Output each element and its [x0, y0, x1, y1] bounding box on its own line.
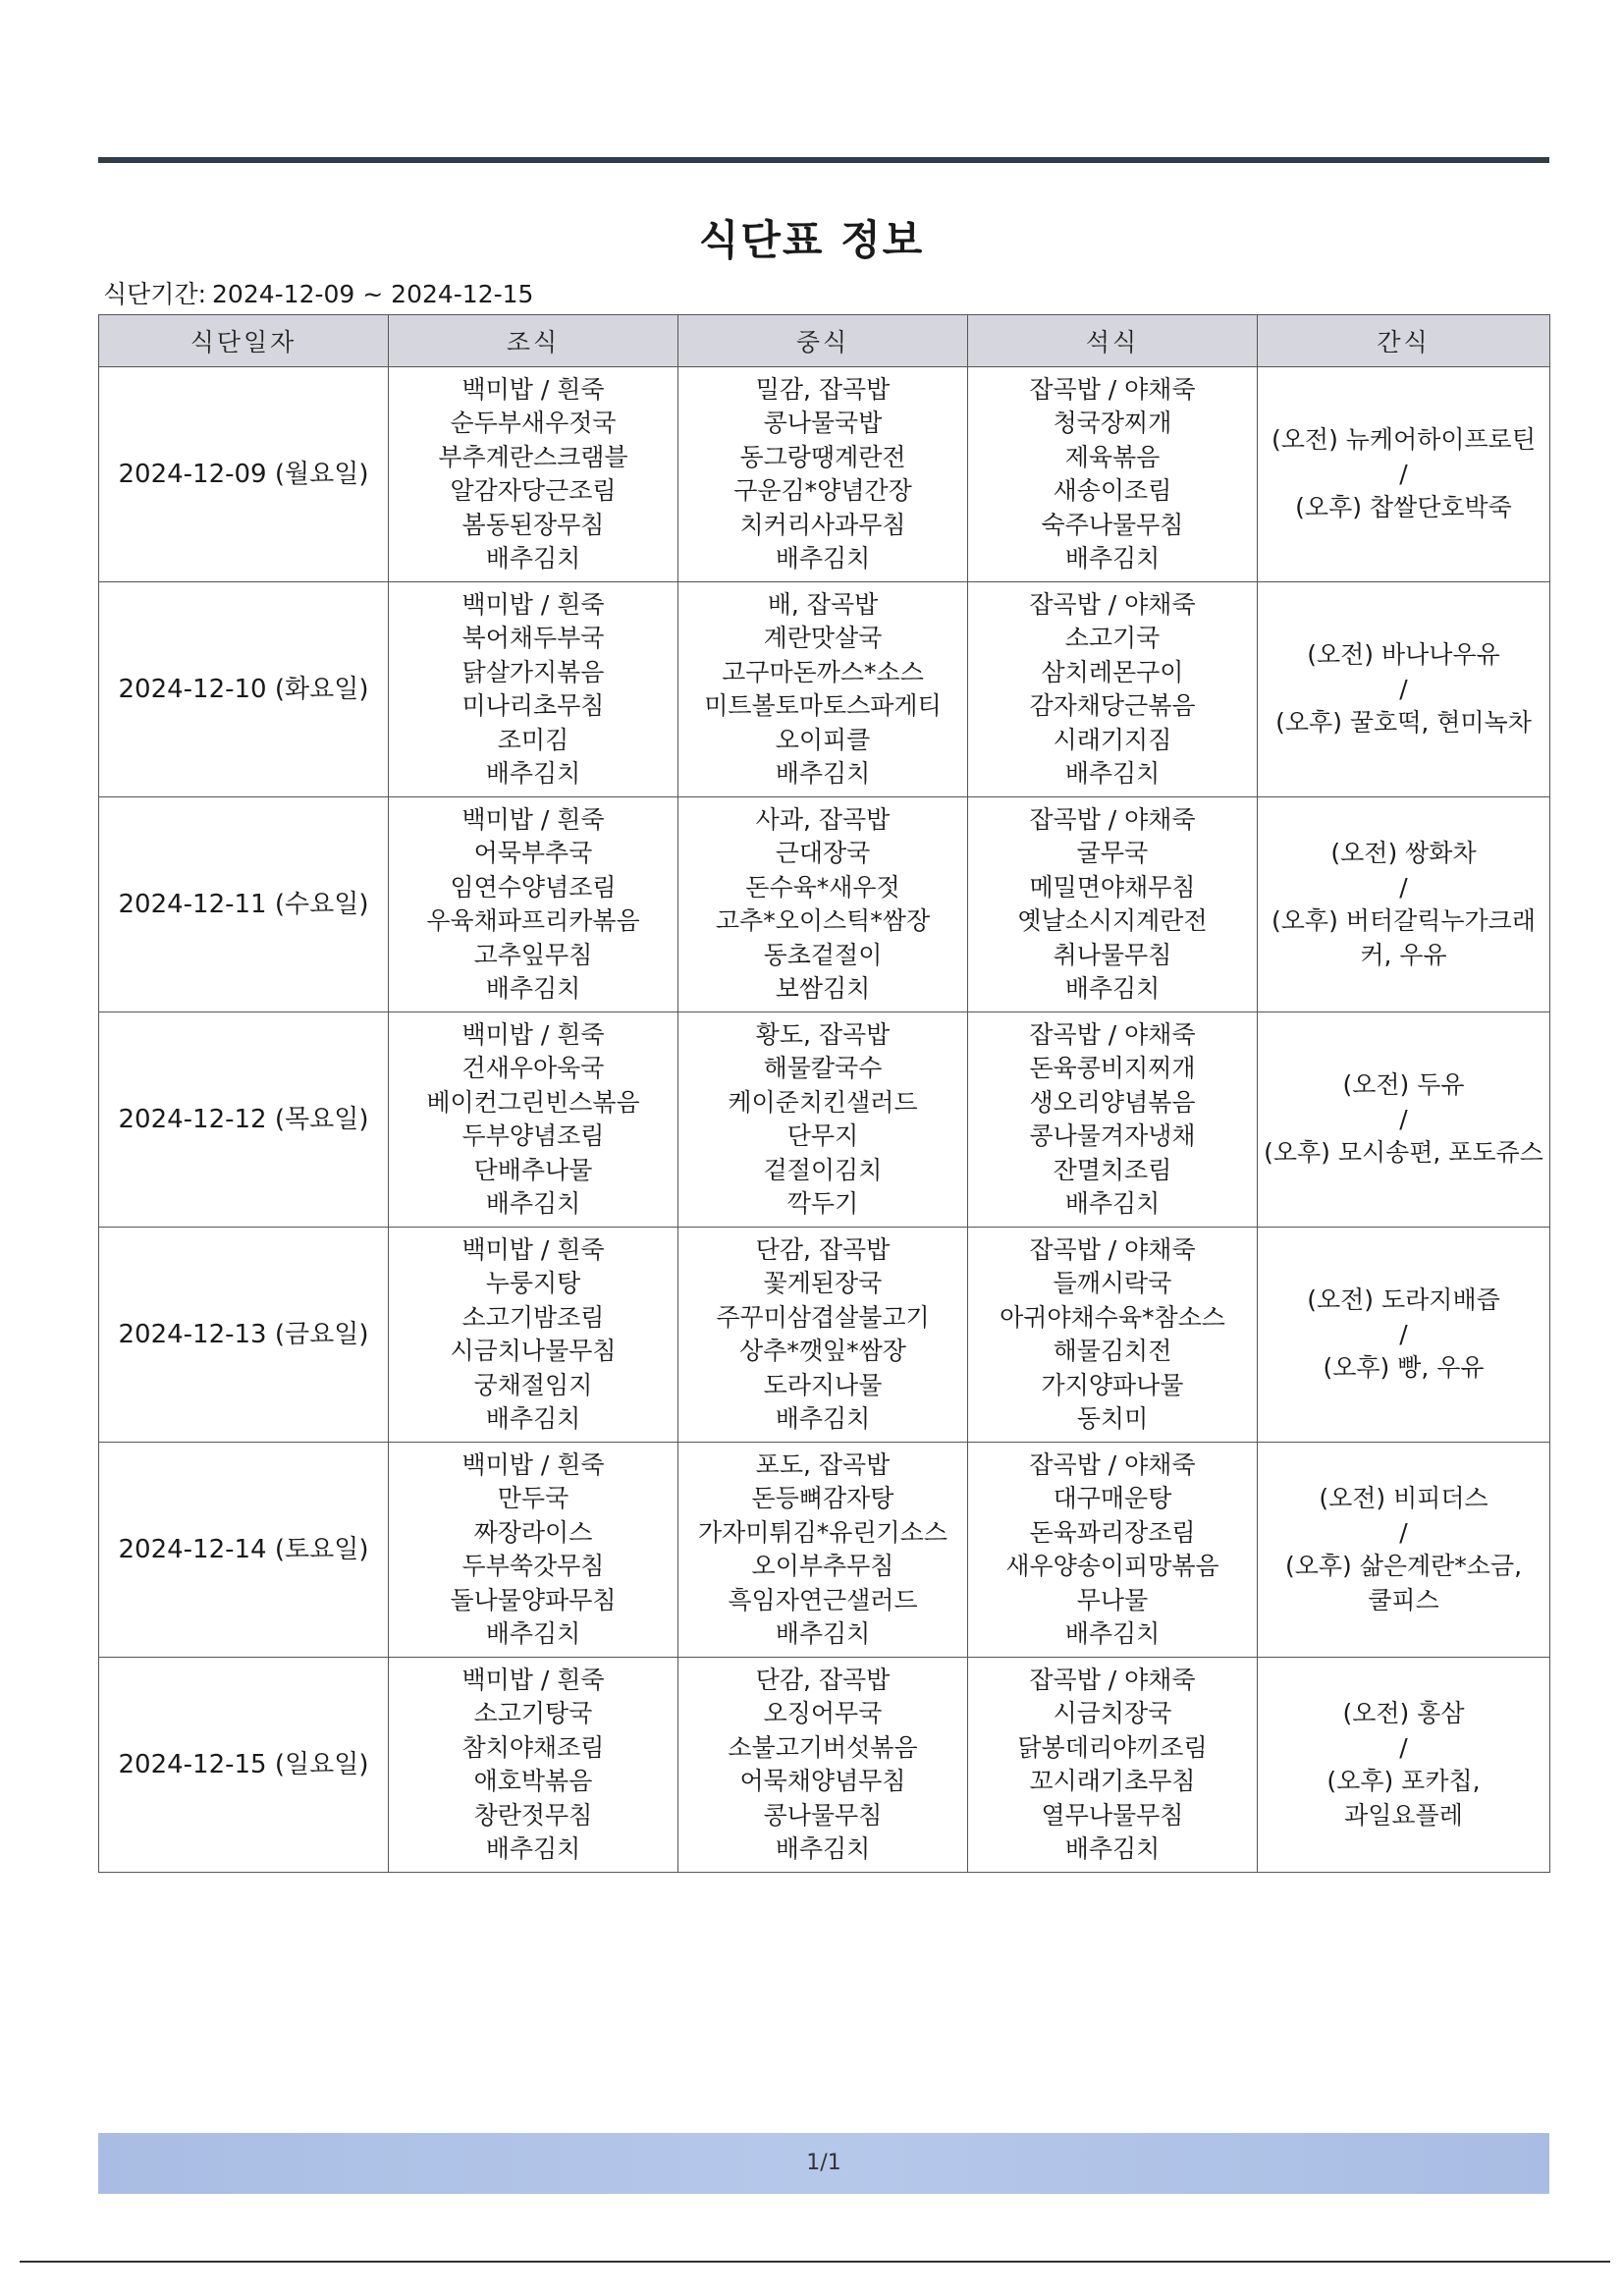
menu-item: 돌나물양파무침: [450, 1585, 617, 1614]
menu-item: 깍두기: [786, 1189, 859, 1218]
dinner-cell: [968, 582, 1258, 797]
menu-item: 꽃게된장국: [763, 1269, 883, 1297]
menu-item: 구운김*양념간장: [733, 476, 912, 505]
menu-item: 꼬시래기초무침: [1029, 1767, 1196, 1795]
table-row: [99, 1228, 1550, 1443]
menu-item: 창란젓무침: [473, 1800, 593, 1830]
lunch-cell: [678, 1012, 968, 1228]
menu-item: 가자미튀김*유린기소스: [697, 1517, 947, 1547]
menu-item: 무나물: [1076, 1585, 1149, 1614]
menu-item: 소고기탕국: [473, 1699, 593, 1727]
menu-item: 주꾸미삼겹살불고기: [716, 1302, 930, 1332]
menu-item: 돈수육*새우젓: [745, 872, 900, 902]
snack-item: 쿨피스: [1368, 1585, 1439, 1614]
menu-item: 백미밥 / 흰죽: [461, 1449, 605, 1479]
menu-item: 포도, 잡곡밥: [755, 1449, 891, 1479]
lunch-cell: [678, 797, 968, 1012]
menu-item: 대구매운탕: [1053, 1484, 1172, 1512]
breakfast-cell: [389, 1228, 678, 1443]
menu-item: 굴무국: [1076, 839, 1149, 867]
menu-item: 동초겉절이: [763, 940, 883, 969]
snack-item: (오전) 두유: [1342, 1070, 1465, 1100]
menu-item: 해물김치전: [1053, 1337, 1172, 1365]
date-cell: 2024-12-15 (일요일): [99, 1658, 389, 1873]
menu-item: 들깨시락국: [1053, 1269, 1172, 1297]
menu-item: 소고기국: [1064, 624, 1161, 652]
menu-item: 상추*깻잎*쌈장: [739, 1337, 906, 1365]
menu-item: 취나물무침: [1053, 940, 1172, 969]
breakfast-cell: [389, 1658, 678, 1873]
snack-cell: [1258, 1228, 1550, 1443]
menu-item: 만두국: [497, 1484, 569, 1512]
header-snack: 간식: [1258, 315, 1550, 367]
menu-item: 배추김치: [1064, 1619, 1161, 1648]
header-lunch: 중식: [678, 315, 968, 367]
menu-item: 돈육콩비지찌개: [1029, 1054, 1196, 1082]
menu-item: 잡곡밥 / 야채죽: [1029, 1665, 1196, 1694]
menu-item: 옛날소시지계란전: [1017, 906, 1208, 935]
page-title: 식단표 정보: [698, 216, 925, 264]
snack-cell: [1258, 797, 1550, 1012]
menu-item: 참치야채조림: [461, 1732, 605, 1762]
menu-item: 어묵채양념무침: [739, 1767, 906, 1795]
menu-item: 잔멸치조림: [1053, 1155, 1172, 1184]
menu-item: 백미밥 / 흰죽: [461, 1234, 605, 1264]
menu-item: 배추김치: [775, 1404, 871, 1433]
table-header-row: [99, 315, 1550, 367]
menu-item: 열무나물무침: [1041, 1800, 1184, 1830]
bottom-rule: [20, 2261, 1610, 2263]
menu-item: 콩나물무침: [763, 1800, 883, 1830]
menu-item: 부추계란스크램블: [438, 442, 628, 471]
snack-item: (오전) 비피더스: [1319, 1484, 1488, 1512]
menu-item: 짜장라이스: [473, 1517, 593, 1547]
snack-item: /: [1399, 1517, 1408, 1547]
menu-item: 두부쑥갓무침: [461, 1552, 605, 1580]
menu-item: 사과, 잡곡밥: [755, 804, 891, 834]
menu-item: 단감, 잡곡밥: [755, 1234, 891, 1264]
date-cell: 2024-12-12 (목요일): [99, 1012, 389, 1228]
header-date: 식단일자: [99, 315, 389, 367]
menu-item: 배추김치: [485, 1189, 581, 1218]
table-body: [99, 367, 1550, 1873]
menu-item: 잡곡밥 / 야채죽: [1029, 1449, 1196, 1479]
menu-item: 도라지나물: [763, 1370, 883, 1399]
snack-item: /: [1399, 1732, 1408, 1762]
menu-item: 배추김치: [1064, 974, 1161, 1003]
dinner-cell: [968, 797, 1258, 1012]
menu-item: 아귀야채수육*참소스: [1000, 1302, 1225, 1332]
menu-item: 백미밥 / 흰죽: [461, 1019, 605, 1049]
menu-item: 배추김치: [485, 1834, 581, 1863]
dinner-cell: [968, 1228, 1258, 1443]
snack-item: /: [1399, 872, 1408, 902]
menu-item: 해물칼국수: [763, 1054, 883, 1082]
menu-item: 봄동된장무침: [461, 510, 605, 539]
menu-item: 배추김치: [775, 1834, 871, 1863]
menu-item: 배, 잡곡밥: [767, 589, 879, 619]
table-row: [99, 582, 1550, 797]
snack-item: /: [1399, 459, 1408, 488]
dinner-cell: [968, 367, 1258, 582]
menu-item: 황도, 잡곡밥: [755, 1019, 891, 1049]
snack-item: /: [1399, 1319, 1408, 1348]
menu-item: 소불고기버섯볶음: [728, 1732, 918, 1762]
snack-item: (오전) 뉴케어하이프로틴: [1271, 425, 1536, 455]
menu-item: 잡곡밥 / 야채죽: [1029, 589, 1196, 619]
footer-bar: [98, 2133, 1549, 2194]
menu-item: 오이피클: [775, 725, 871, 754]
snack-item: (오후) 포카칩,: [1326, 1767, 1481, 1795]
table-row: [99, 797, 1550, 1012]
menu-item: 치커리사과무침: [739, 510, 906, 539]
menu-item: 단감, 잡곡밥: [755, 1665, 891, 1694]
menu-item: 북어채두부국: [461, 624, 605, 652]
snack-item: 과일요플레: [1344, 1800, 1463, 1830]
menu-item: 백미밥 / 흰죽: [461, 374, 605, 404]
menu-item: 잡곡밥 / 야채죽: [1029, 1234, 1196, 1264]
menu-item: 청국장찌개: [1053, 409, 1172, 437]
menu-item: 단무지: [786, 1121, 859, 1150]
menu-item: 고추잎무침: [473, 940, 593, 969]
header-rule: [98, 157, 1549, 163]
snack-item: (오전) 도라지배즙: [1307, 1285, 1500, 1315]
table-row: [99, 367, 1550, 582]
menu-item: 오이부추무침: [751, 1552, 894, 1580]
snack-cell: [1258, 1443, 1550, 1658]
menu-item: 배추김치: [775, 1619, 871, 1648]
snack-item: (오후) 꿀호떡, 현미녹차: [1275, 708, 1532, 738]
breakfast-cell: [389, 582, 678, 797]
snack-item: (오후) 모시송편, 포도쥬스: [1264, 1138, 1543, 1168]
menu-item: 새송이조림: [1053, 476, 1172, 505]
date-cell: 2024-12-14 (토요일): [99, 1443, 389, 1658]
menu-item: 순두부새우젓국: [450, 409, 617, 437]
menu-item: 조미김: [497, 725, 569, 754]
menu-item: 단배추나물: [473, 1155, 593, 1184]
snack-cell: [1258, 367, 1550, 582]
menu-item: 삼치레몬구이: [1041, 657, 1184, 686]
menu-item: 흑임자연근샐러드: [728, 1585, 918, 1614]
menu-item: 감자채당근볶음: [1029, 691, 1196, 720]
menu-item: 돈육꽈리장조림: [1029, 1517, 1196, 1547]
menu-item: 가지양파나물: [1041, 1370, 1184, 1399]
snack-cell: [1258, 1012, 1550, 1228]
snack-cell: [1258, 582, 1550, 797]
menu-item: 소고기밤조림: [461, 1302, 605, 1332]
lunch-cell: [678, 582, 968, 797]
menu-item: 보쌈김치: [775, 974, 871, 1003]
menu-item: 백미밥 / 흰죽: [461, 589, 605, 619]
menu-item: 백미밥 / 흰죽: [461, 804, 605, 834]
snack-item: (오후) 찹쌀단호박죽: [1295, 493, 1512, 522]
menu-item: 숙주나물무침: [1041, 510, 1184, 539]
meal-period: [103, 275, 533, 310]
menu-item: 애호박볶음: [473, 1767, 593, 1795]
menu-item: 건새우아욱국: [461, 1054, 605, 1082]
dinner-cell: [968, 1012, 1258, 1228]
lunch-cell: [678, 1443, 968, 1658]
snack-item: 커, 우유: [1360, 940, 1447, 969]
menu-item: 미트볼토마토스파게티: [704, 691, 942, 720]
menu-item: 고추*오이스틱*쌈장: [715, 906, 931, 935]
menu-item: 계란맛살국: [763, 624, 883, 652]
lunch-cell: [678, 367, 968, 582]
menu-item: 배추김치: [485, 974, 581, 1003]
breakfast-cell: [389, 1012, 678, 1228]
header-breakfast: 조식: [389, 315, 678, 367]
menu-item: 알감자당근조림: [450, 476, 617, 505]
menu-item: 배추김치: [485, 1619, 581, 1648]
date-cell: 2024-12-10 (화요일): [99, 582, 389, 797]
menu-item: 콩나물겨자냉채: [1029, 1121, 1196, 1150]
menu-item: 메밀면야채무침: [1029, 872, 1196, 902]
lunch-cell: [678, 1658, 968, 1873]
date-cell: 2024-12-13 (금요일): [99, 1228, 389, 1443]
menu-item: 배추김치: [1064, 759, 1161, 788]
menu-item: 두부양념조림: [461, 1121, 605, 1150]
breakfast-cell: [389, 797, 678, 1012]
snack-cell: [1258, 1658, 1550, 1873]
menu-item: 배추김치: [485, 544, 581, 573]
menu-item: 돈등뼈감자탕: [751, 1484, 894, 1512]
menu-item: 임연수양념조림: [450, 872, 617, 902]
menu-item: 밀감, 잡곡밥: [755, 374, 891, 404]
menu-item: 잡곡밥 / 야채죽: [1029, 804, 1196, 834]
menu-item: 콩나물국밥: [763, 409, 883, 437]
menu-item: 고구마돈까스*소스: [722, 657, 924, 686]
menu-item: 겉절이김치: [763, 1155, 883, 1184]
menu-item: 케이준치킨샐러드: [728, 1087, 918, 1117]
page-number: 1/1: [806, 2151, 841, 2175]
menu-item: 배추김치: [485, 1404, 581, 1433]
snack-item: /: [1399, 1104, 1408, 1133]
menu-item: 잡곡밥 / 야채죽: [1029, 1019, 1196, 1049]
date-cell: 2024-12-09 (월요일): [99, 367, 389, 582]
meal-period-range: 2024-12-09 ~ 2024-12-15: [212, 280, 534, 308]
menu-item: 동그랑땡계란전: [739, 442, 906, 471]
menu-item: 닭살가지볶음: [461, 657, 605, 686]
table-row: [99, 1658, 1550, 1873]
menu-item: 미나리초무침: [461, 691, 605, 720]
snack-item: (오후) 버터갈릭누가크래: [1271, 906, 1536, 935]
menu-item: 근대장국: [775, 839, 871, 867]
menu-item: 오징어무국: [763, 1699, 883, 1727]
menu-item: 베이컨그린빈스볶음: [426, 1087, 640, 1117]
menu-item: 배추김치: [485, 759, 581, 788]
menu-item: 배추김치: [1064, 1189, 1161, 1218]
menu-item: 궁채절임지: [473, 1370, 593, 1399]
snack-item: (오전) 바나나우유: [1307, 640, 1500, 670]
snack-item: (오전) 홍삼: [1342, 1699, 1465, 1727]
menu-item: 배추김치: [775, 759, 871, 788]
meal-period-label: 식단기간:: [103, 280, 207, 308]
table-row: [99, 1443, 1550, 1658]
breakfast-cell: [389, 1443, 678, 1658]
menu-item: 어묵부추국: [473, 839, 593, 867]
snack-item: (오후) 빵, 우유: [1323, 1353, 1485, 1383]
menu-item: 우육채파프리카볶음: [426, 906, 640, 935]
lunch-cell: [678, 1228, 968, 1443]
menu-item: 닭봉데리야끼조림: [1017, 1732, 1208, 1762]
table-row: [99, 1012, 1550, 1228]
meal-table: [98, 314, 1550, 1873]
date-cell: 2024-12-11 (수요일): [99, 797, 389, 1012]
menu-item: 배추김치: [1064, 544, 1161, 573]
menu-item: 시래기지짐: [1053, 725, 1172, 754]
dinner-cell: [968, 1443, 1258, 1658]
menu-item: 생오리양념볶음: [1029, 1087, 1196, 1117]
menu-item: 배추김치: [775, 544, 871, 573]
menu-item: 새우양송이피망볶음: [1005, 1552, 1219, 1580]
menu-item: 백미밥 / 흰죽: [461, 1665, 605, 1694]
menu-item: 동치미: [1076, 1404, 1149, 1433]
snack-item: (오전) 쌍화차: [1330, 839, 1477, 867]
snack-item: (오후) 삶은계란*소금,: [1284, 1552, 1523, 1580]
breakfast-cell: [389, 367, 678, 582]
menu-item: 배추김치: [1064, 1834, 1161, 1863]
snack-item: /: [1399, 674, 1408, 703]
header-dinner: 석식: [968, 315, 1258, 367]
dinner-cell: [968, 1658, 1258, 1873]
menu-item: 누룽지탕: [485, 1269, 581, 1297]
menu-item: 제육볶음: [1064, 442, 1161, 471]
menu-item: 시금치나물무침: [450, 1337, 617, 1365]
menu-item: 잡곡밥 / 야채죽: [1029, 374, 1196, 404]
menu-item: 시금치장국: [1053, 1699, 1172, 1727]
